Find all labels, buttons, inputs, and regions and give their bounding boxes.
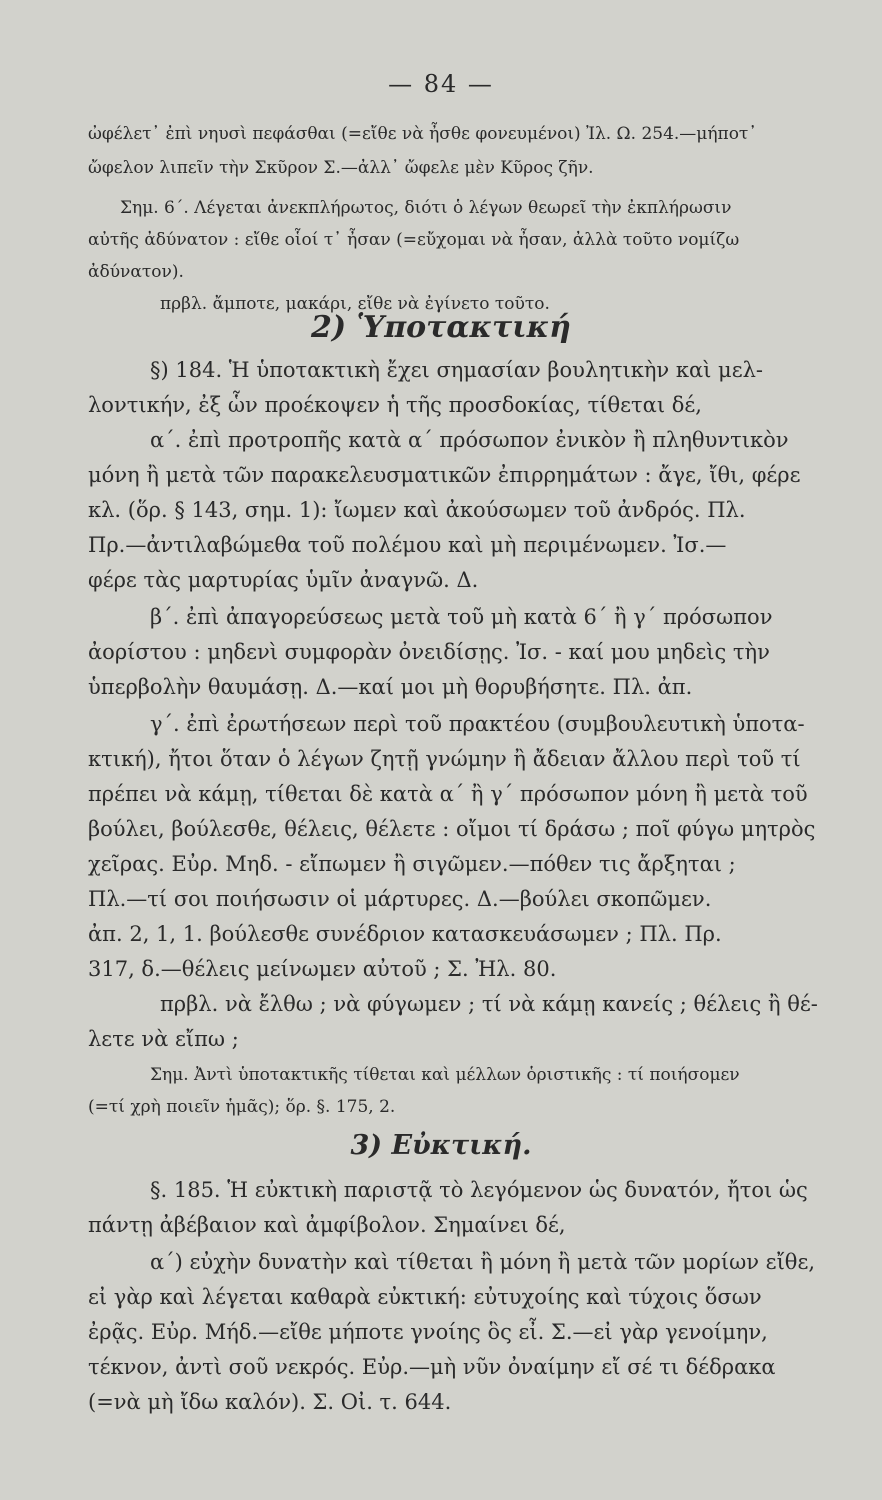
section-heading: 2) Ὑποτακτική bbox=[311, 310, 571, 345]
text-line: Πλ.—τί σοι ποιήσωσιν οἱ μάρτυρες. Δ.—βούλει σκοπῶμεν. bbox=[88, 887, 712, 911]
text-line: Σημ. Ἀντὶ ὑποτακτικῆς τίθεται καὶ μέλλων ὁριστικῆς : τί ποιήσομεν bbox=[150, 1065, 740, 1085]
text-line: γ΄. ἐπὶ ἐρωτήσεων περὶ τοῦ πρακτέου (συμβουλευτικὴ ὑποτα- bbox=[150, 712, 805, 736]
text-line: χεῖρας. Εὐρ. Μηδ. - εἴπωμεν ἢ σιγῶμεν.—πόθεν τις ἄρξηται ; bbox=[88, 852, 736, 876]
text-line: ἐρᾷς. Εὐρ. Μήδ.—εἴθε μήποτε γνοίης ὃς εἶ. Σ.—εἰ γὰρ γενοίμην, bbox=[88, 1320, 768, 1344]
text-line: φέρε τὰς μαρτυρίας ὑμῖν ἀναγνῶ. Δ. bbox=[88, 568, 479, 592]
text-line: πρβλ. νὰ ἔλθω ; νὰ φύγωμεν ; τί νὰ κάμῃ κανείς ; θέλεις ἢ θέ- bbox=[160, 992, 818, 1016]
text-line: 317, δ.—θέλεις μείνωμεν αὐτοῦ ; Σ. Ἠλ. 80. bbox=[88, 957, 557, 981]
text-line: κτική), ἤτοι ὅταν ὁ λέγων ζητῇ γνώμην ἢ ἄδειαν ἄλλου περὶ τοῦ τί bbox=[88, 747, 801, 771]
text-line: ἀδύνατον). bbox=[88, 262, 184, 282]
text-line: κλ. (ὅρ. § 143, σημ. 1): ἴωμεν καὶ ἀκούσωμεν τοῦ ἀνδρός. Πλ. bbox=[88, 498, 746, 522]
text-line: §. 185. Ἡ εὐκτικὴ παριστᾷ τὸ λεγόμενον ὡς δυνατόν, ἤτοι ὡς bbox=[150, 1178, 808, 1202]
section-heading: 3) Εὐκτική. bbox=[350, 1130, 532, 1161]
text-line: τέκνον, ἀντὶ σοῦ νεκρός. Εὐρ.—μὴ νῦν ὀναίμην εἴ σέ τι δέδρακα bbox=[88, 1355, 776, 1379]
text-line: πάντῃ ἀβέβαιον καὶ ἀμφίβολον. Σημαίνει δέ, bbox=[88, 1213, 566, 1237]
text-line: (=νὰ μὴ ἴδω καλόν). Σ. Οἰ. τ. 644. bbox=[88, 1390, 452, 1414]
text-line: Πρ.—ἀντιλαβώμεθα τοῦ πολέμου καὶ μὴ περιμένωμεν. Ἰσ.— bbox=[88, 533, 727, 557]
text-line: εἰ γὰρ καὶ λέγεται καθαρὰ εὐκτική: εὐτυχοίης καὶ τύχοις ὅσων bbox=[88, 1285, 762, 1309]
text-line: §) 184. Ἡ ὑποτακτικὴ ἔχει σημασίαν βουλητικὴν καὶ μελ- bbox=[150, 358, 763, 382]
text-line: ἀπ. 2, 1, 1. βούλεσθε συνέδριον κατασκευάσωμεν ; Πλ. Πρ. bbox=[88, 922, 722, 946]
text-line: πρέπει νὰ κάμῃ, τίθεται δὲ κατὰ α΄ ἢ γ΄ πρόσωπον μόνη ἢ μετὰ τοῦ bbox=[88, 782, 808, 806]
text-line: β΄. ἐπὶ ἀπαγορεύσεως μετὰ τοῦ μὴ κατὰ 6΄ ἢ γ΄ πρόσωπον bbox=[150, 605, 773, 629]
text-line: α΄) εὐχὴν δυνατὴν καὶ τίθεται ἢ μόνη ἢ μετὰ τῶν μορίων εἴθε, bbox=[150, 1250, 815, 1274]
page-number: — 84 — bbox=[388, 70, 494, 98]
text-line: ὤφελον λιπεῖν τὴν Σκῦρον Σ.—ἀλλ᾽ ὤφελε μὲν Κῦρος ζῆν. bbox=[88, 158, 594, 178]
text-line: α΄. ἐπὶ προτροπῆς κατὰ α΄ πρόσωπον ἐνικὸν ἢ πληθυντικὸν bbox=[150, 428, 789, 452]
text-line: βούλει, βούλεσθε, θέλεις, θέλετε : οἴμοι τί δράσω ; ποῖ φύγω μητρὸς bbox=[88, 817, 816, 841]
text-line: λοντικήν, ἐξ ὧν προέκοψεν ἡ τῆς προσδοκίας, τίθεται δέ, bbox=[88, 393, 702, 417]
text-line: Σημ. 6΄. Λέγεται ἀνεκπλήρωτος, διότι ὁ λέγων θεωρεῖ τὴν ἐκπλήρωσιν bbox=[120, 198, 732, 218]
text-line: ὑπερβολὴν θαυμάσῃ. Δ.—καί μοι μὴ θορυβήσητε. Πλ. ἀπ. bbox=[88, 675, 693, 699]
text-line: λετε νὰ εἴπω ; bbox=[88, 1027, 239, 1051]
text-line: (=τί χρὴ ποιεῖν ἡμᾶς); ὅρ. §. 175, 2. bbox=[88, 1097, 396, 1117]
text-line: πρβλ. ἄμποτε, μακάρι, εἴθε νὰ ἐγίνετο τοῦτο. bbox=[160, 294, 550, 314]
text-line: μόνη ἢ μετὰ τῶν παρακελευσματικῶν ἐπιρρημάτων : ἄγε, ἴθι, φέρε bbox=[88, 463, 801, 487]
text-line: ὠφέλετ᾽ ἐπὶ νηυσὶ πεφάσθαι (=εἴθε νὰ ἦσθε φονευμένοι) Ἰλ. Ω. 254.—μήποτ᾽ bbox=[88, 124, 757, 144]
text-line: αὐτῆς ἀδύνατον : εἴθε οἷοί τ᾽ ἦσαν (=εὔχομαι νὰ ἦσαν, ἀλλὰ τοῦτο νομίζω bbox=[88, 230, 740, 250]
text-line: ἀορίστου : μηδενὶ συμφορὰν ὀνειδίσῃς. Ἰσ. - καί μου μηδεὶς τὴν bbox=[88, 640, 770, 664]
